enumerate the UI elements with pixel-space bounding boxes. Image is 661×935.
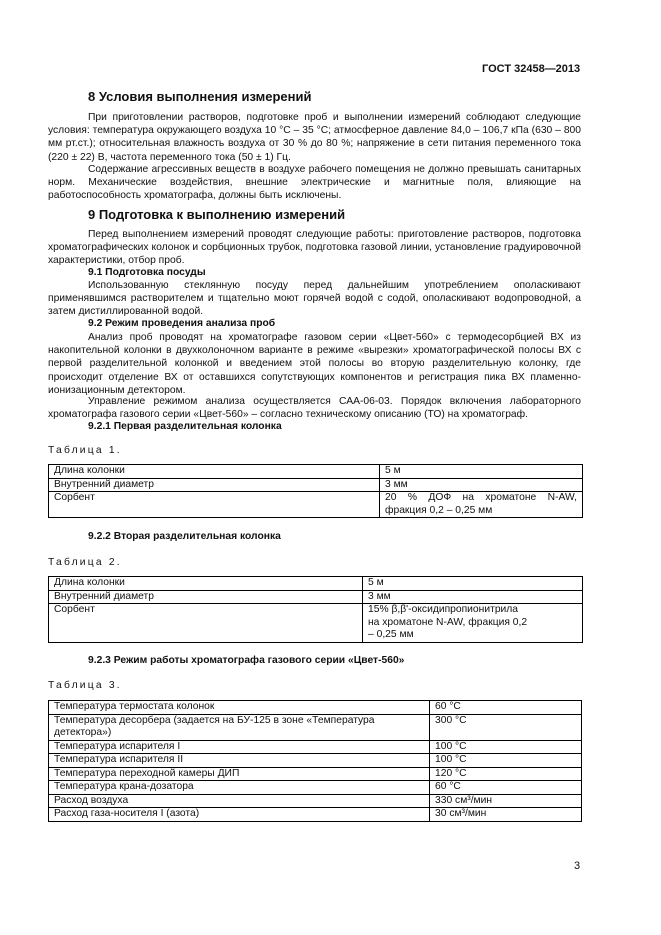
table-cell: Расход газа-носителя I (азота) bbox=[49, 808, 430, 822]
table-row bbox=[49, 740, 582, 754]
section-8-paragraph-2: Содержание агрессивных веществ в воздухе рабочего помещения не должно превышать санитарных норм. Механические воздействия, внешние электрические и магнитные поля, влияющие на работоспособность хроматографа, должны быть исключены. bbox=[48, 164, 581, 202]
table-cell: Температура испарителя II bbox=[49, 754, 430, 768]
table-cell: Внутренний диаметр bbox=[49, 478, 380, 492]
document-code: ГОСТ 32458—2013 bbox=[482, 63, 581, 75]
section-9-title: 9 Подготовка к выполнению измерений bbox=[88, 207, 346, 222]
table-2-caption: Таблица 2. bbox=[48, 557, 122, 568]
table-row bbox=[49, 577, 583, 591]
table-row bbox=[49, 590, 583, 604]
table-1 bbox=[48, 464, 583, 518]
table-row bbox=[49, 492, 583, 518]
table-3 bbox=[48, 700, 582, 822]
table-cell: Длина колонки bbox=[49, 465, 380, 479]
table-cell: 300 °С bbox=[430, 714, 582, 740]
section-9-2-2-title: 9.2.2 Вторая разделительная колонка bbox=[88, 531, 281, 542]
section-9-1-paragraph: Использованную стеклянную посуду перед дальнейшим употреблением ополаскивают применявшимся растворителем и тщательно моют горячей водой с содой, ополаскивают водопроводной, а затем дистиллированной водой. bbox=[48, 280, 581, 318]
table-2 bbox=[48, 576, 583, 643]
table-cell: 5 м bbox=[380, 465, 583, 479]
table-cell: Расход воздуха bbox=[49, 794, 430, 808]
table-cell: 5 м bbox=[363, 577, 583, 591]
table-cell: 120 °С bbox=[430, 767, 582, 781]
table-row bbox=[49, 767, 582, 781]
table-cell: Сорбент bbox=[49, 604, 363, 643]
table-cell: Температура десорбера (задается на БУ-125 в зоне «Температура детектора») bbox=[49, 714, 430, 740]
table-row bbox=[49, 701, 582, 715]
section-8-paragraph-1: При приготовлении растворов, подготовке проб и выполнении измерений соблюдают следующие условия: температура окружающего воздуха 10 °С – 35 °С; атмосферное давление 84,0 – 106,7 кПа (630 – 800 мм рт.ст.); относительная влажность воздуха от 30 % до 80 %; напряжение в сети питания переменного тока (220 ± 22) В, частота переменного тока (50 ± 1) Гц. bbox=[48, 112, 581, 163]
table-cell: 60 °С bbox=[430, 781, 582, 795]
table-cell: 3 мм bbox=[380, 478, 583, 492]
table-cell: 3 мм bbox=[363, 590, 583, 604]
section-9-2-paragraph-2: Управление режимом анализа осуществляется САА-06-03. Порядок включения лабораторного хроматографа газового серии «Цвет-560» – согласно техническому описанию (ТО) на хроматограф. bbox=[48, 396, 581, 421]
table-cell: Сорбент bbox=[49, 492, 380, 518]
table-cell: Температура переходной камеры ДИП bbox=[49, 767, 430, 781]
section-9-paragraph-1: Перед выполнением измерений проводят следующие работы: приготовление растворов, подготовка хроматографических колонок и сорбционных трубок, подготовка газовой линии, установление градуировочной характеристики, отбор проб. bbox=[48, 229, 581, 267]
table-row bbox=[49, 781, 582, 795]
table-row bbox=[49, 794, 582, 808]
table-cell: Температура испарителя I bbox=[49, 740, 430, 754]
section-8-title: 8 Условия выполнения измерений bbox=[88, 89, 312, 104]
table-cell: 30 см³/мин bbox=[430, 808, 582, 822]
section-9-2-paragraph-1: Анализ проб проводят на хроматографе газовом серии «Цвет-560» с термодесорбцией ВХ из накопительной колонки в двухколоночном варианте в режиме «вырезки» хроматографической полосы ВХ с первой разделительной колонкой и введением этой полосы во вторую разделительную колонку, где происходит отделение ВХ от оставшихся сопутствующих компонентов и регистрация пика ВХ пламенно-ионизационным детектором. bbox=[48, 332, 581, 396]
table-1-caption: Таблица 1. bbox=[48, 445, 122, 456]
table-cell: 60 °С bbox=[430, 701, 582, 715]
table-cell: 100 °С bbox=[430, 754, 582, 768]
table-row bbox=[49, 604, 583, 643]
page-number: 3 bbox=[574, 860, 581, 872]
table-cell: Температура крана-дозатора bbox=[49, 781, 430, 795]
section-9-2-title: 9.2 Режим проведения анализа проб bbox=[88, 318, 276, 329]
section-9-1-title: 9.1 Подготовка посуды bbox=[88, 267, 206, 278]
table-cell: 100 °С bbox=[430, 740, 582, 754]
table-cell: 15% β,β'-оксидипропионитрила на хроматоне N-AW, фракция 0,2 – 0,25 мм bbox=[363, 604, 583, 643]
table-row bbox=[49, 754, 582, 768]
section-9-2-3-title: 9.2.3 Режим работы хроматографа газового серии «Цвет-560» bbox=[88, 655, 405, 666]
table-cell: Температура термостата колонок bbox=[49, 701, 430, 715]
table-row bbox=[49, 714, 582, 740]
table-cell: Внутренний диаметр bbox=[49, 590, 363, 604]
table-3-caption: Таблица 3. bbox=[48, 680, 122, 691]
section-9-2-1-title: 9.2.1 Первая разделительная колонка bbox=[88, 421, 282, 432]
table-row bbox=[49, 808, 582, 822]
table-row bbox=[49, 465, 583, 479]
table-cell: 20 % ДОФ на хроматоне N-AW, фракция 0,2 – 0,25 мм bbox=[380, 492, 583, 518]
table-cell: 330 см³/мин bbox=[430, 794, 582, 808]
table-row bbox=[49, 478, 583, 492]
table-cell: Длина колонки bbox=[49, 577, 363, 591]
